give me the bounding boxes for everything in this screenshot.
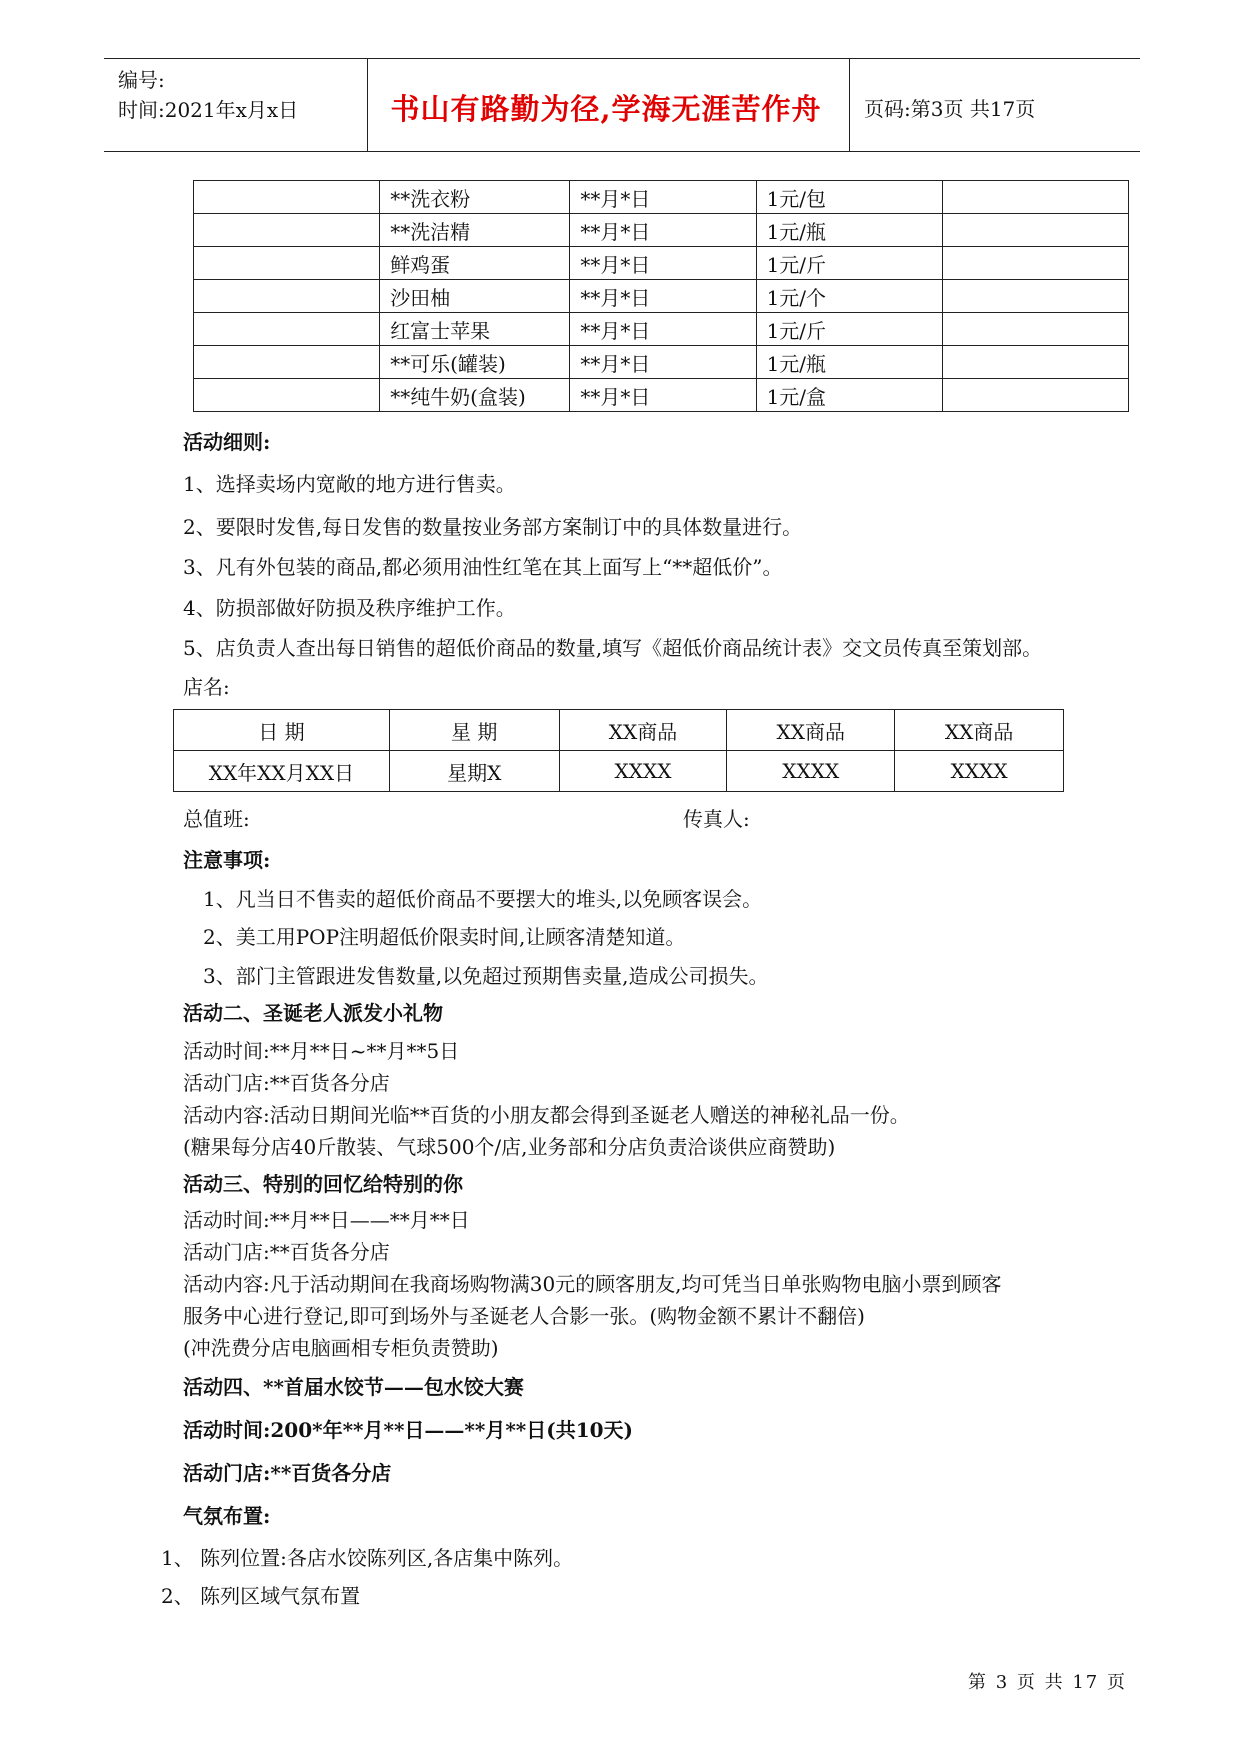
atmosphere-item: 2、 陈列区域气氛布置: [161, 1584, 361, 1608]
duty-label: 总值班:: [183, 807, 250, 831]
activity2-line: 活动内容:活动日期间光临**百货的小朋友都会得到圣诞老人赠送的神秘礼品一份。: [183, 1103, 910, 1127]
product-cell: **月*日: [570, 247, 756, 280]
stats-header-cell: 日 期: [174, 710, 390, 751]
activity2-title: 活动二、圣诞老人派发小礼物: [183, 1001, 443, 1025]
product-cell: **月*日: [570, 346, 756, 379]
stats-header-cell: XX商品: [895, 710, 1064, 751]
rule-item: 1、选择卖场内宽敞的地方进行售卖。: [183, 472, 516, 496]
atmosphere-title: 气氛布置:: [183, 1504, 271, 1528]
product-cell: 沙田柚: [380, 280, 570, 313]
activity3-line: 活动内容:凡于活动期间在我商场购物满30元的顾客朋友,均可凭当日单张购物电脑小票到顾客: [183, 1272, 1002, 1296]
product-cell: 鲜鸡蛋: [380, 247, 570, 280]
fax-label: 传真人:: [683, 807, 750, 831]
product-row: [194, 379, 1129, 412]
product-cell: 1元/斤: [756, 247, 942, 280]
note-item: 1、凡当日不售卖的超低价商品不要摆大的堆头,以免顾客误会。: [203, 887, 763, 911]
stats-data-row: [174, 751, 1064, 792]
product-row: [194, 247, 1129, 280]
product-cell: [942, 313, 1128, 346]
store-name-label: 店名:: [183, 675, 230, 699]
product-cell: 1元/瓶: [756, 346, 942, 379]
stats-cell: XXXX: [559, 751, 727, 792]
product-cell: [194, 247, 380, 280]
product-cell: 1元/斤: [756, 313, 942, 346]
activity4-title: 活动四、**首届水饺节——包水饺大赛: [183, 1375, 524, 1399]
product-cell: **可乐(罐装): [380, 346, 570, 379]
product-cell: [942, 247, 1128, 280]
product-cell: **月*日: [570, 313, 756, 346]
rule-item: 3、凡有外包装的商品,都必须用油性红笔在其上面写上“**超低价”。: [183, 555, 783, 579]
stats-header-cell: XX商品: [727, 710, 895, 751]
product-cell: [942, 214, 1128, 247]
activity3-line: 活动门店:**百货各分店: [183, 1240, 390, 1264]
stats-cell: XX年XX月XX日: [174, 751, 390, 792]
number-label: 编号:: [118, 68, 165, 92]
activity2-line: (糖果每分店40斤散装、气球500个/店,业务部和分店负责洽谈供应商赞助): [183, 1135, 836, 1159]
product-row: [194, 346, 1129, 379]
atmosphere-item: 1、 陈列位置:各店水饺陈列区,各店集中陈列。: [161, 1546, 574, 1570]
product-cell: [942, 280, 1128, 313]
product-cell: [194, 313, 380, 346]
note-item: 2、美工用POP注明超低价限卖时间,让顾客清楚知道。: [203, 925, 686, 949]
activity3-line: 活动时间:**月**日——**月**日: [183, 1208, 470, 1232]
rule-item: 5、店负责人查出每日销售的超低价商品的数量,填写《超低价商品统计表》交文员传真至策划部。: [183, 636, 1043, 660]
activity4-time: 活动时间:200*年**月**日——**月**日(共10天): [183, 1418, 634, 1442]
notes-title: 注意事项:: [183, 848, 271, 872]
product-row: [194, 181, 1129, 214]
product-row: [194, 214, 1129, 247]
activity3-line: 服务中心进行登记,即可到场外与圣诞老人合影一张。(购物金额不累计不翻倍): [183, 1304, 865, 1328]
product-cell: [942, 346, 1128, 379]
stats-cell: 星期X: [389, 751, 559, 792]
stats-header-cell: XX商品: [559, 710, 727, 751]
rule-item: 4、防损部做好防损及秩序维护工作。: [183, 596, 516, 620]
product-cell: **月*日: [570, 214, 756, 247]
stats-cell: XXXX: [727, 751, 895, 792]
stats-header-cell: 星 期: [389, 710, 559, 751]
product-cell: [194, 346, 380, 379]
product-cell: 红富士苹果: [380, 313, 570, 346]
product-cell: [194, 280, 380, 313]
activity4-store: 活动门店:**百货各分店: [183, 1461, 392, 1485]
product-cell: [194, 181, 380, 214]
header-meta: [118, 65, 298, 125]
product-cell: [194, 379, 380, 412]
product-cell: [942, 181, 1128, 214]
activity2-line: 活动时间:**月**日~**月**5日: [183, 1039, 460, 1063]
rule-item: 2、要限时发售,每日发售的数量按业务部方案制订中的具体数量进行。: [183, 515, 803, 539]
product-cell: 1元/个: [756, 280, 942, 313]
product-cell: 1元/瓶: [756, 214, 942, 247]
product-row: [194, 280, 1129, 313]
activity2-line: 活动门店:**百货各分店: [183, 1071, 390, 1095]
time-label: 时间:2021年x月x日: [118, 98, 299, 122]
note-item: 3、部门主管跟进发售数量,以免超过预期售卖量,造成公司损失。: [203, 964, 769, 988]
page-footer: 第 3 页 共 17 页: [968, 1672, 1127, 1693]
product-cell: **洗衣粉: [380, 181, 570, 214]
activity3-title: 活动三、特别的回忆给特别的你: [183, 1172, 463, 1196]
header-divider: [849, 59, 850, 151]
product-cell: [942, 379, 1128, 412]
header-motto: 书山有路勤为径,学海无涯苦作舟: [390, 92, 822, 126]
stats-table: [173, 709, 1064, 792]
page-header: [104, 58, 1140, 152]
stats-header-row: [174, 710, 1064, 751]
product-table: [193, 180, 1129, 412]
activity3-line: (冲洗费分店电脑画相专柜负责赞助): [183, 1336, 499, 1360]
header-page-label: 页码:第3页 共17页: [864, 97, 1036, 121]
product-cell: 1元/包: [756, 181, 942, 214]
product-cell: **月*日: [570, 181, 756, 214]
stats-cell: XXXX: [895, 751, 1064, 792]
product-cell: **月*日: [570, 280, 756, 313]
product-cell: **月*日: [570, 379, 756, 412]
product-cell: **洗洁精: [380, 214, 570, 247]
product-cell: 1元/盒: [756, 379, 942, 412]
rules-title: 活动细则:: [183, 430, 271, 454]
product-cell: [194, 214, 380, 247]
product-row: [194, 313, 1129, 346]
product-cell: **纯牛奶(盒装): [380, 379, 570, 412]
